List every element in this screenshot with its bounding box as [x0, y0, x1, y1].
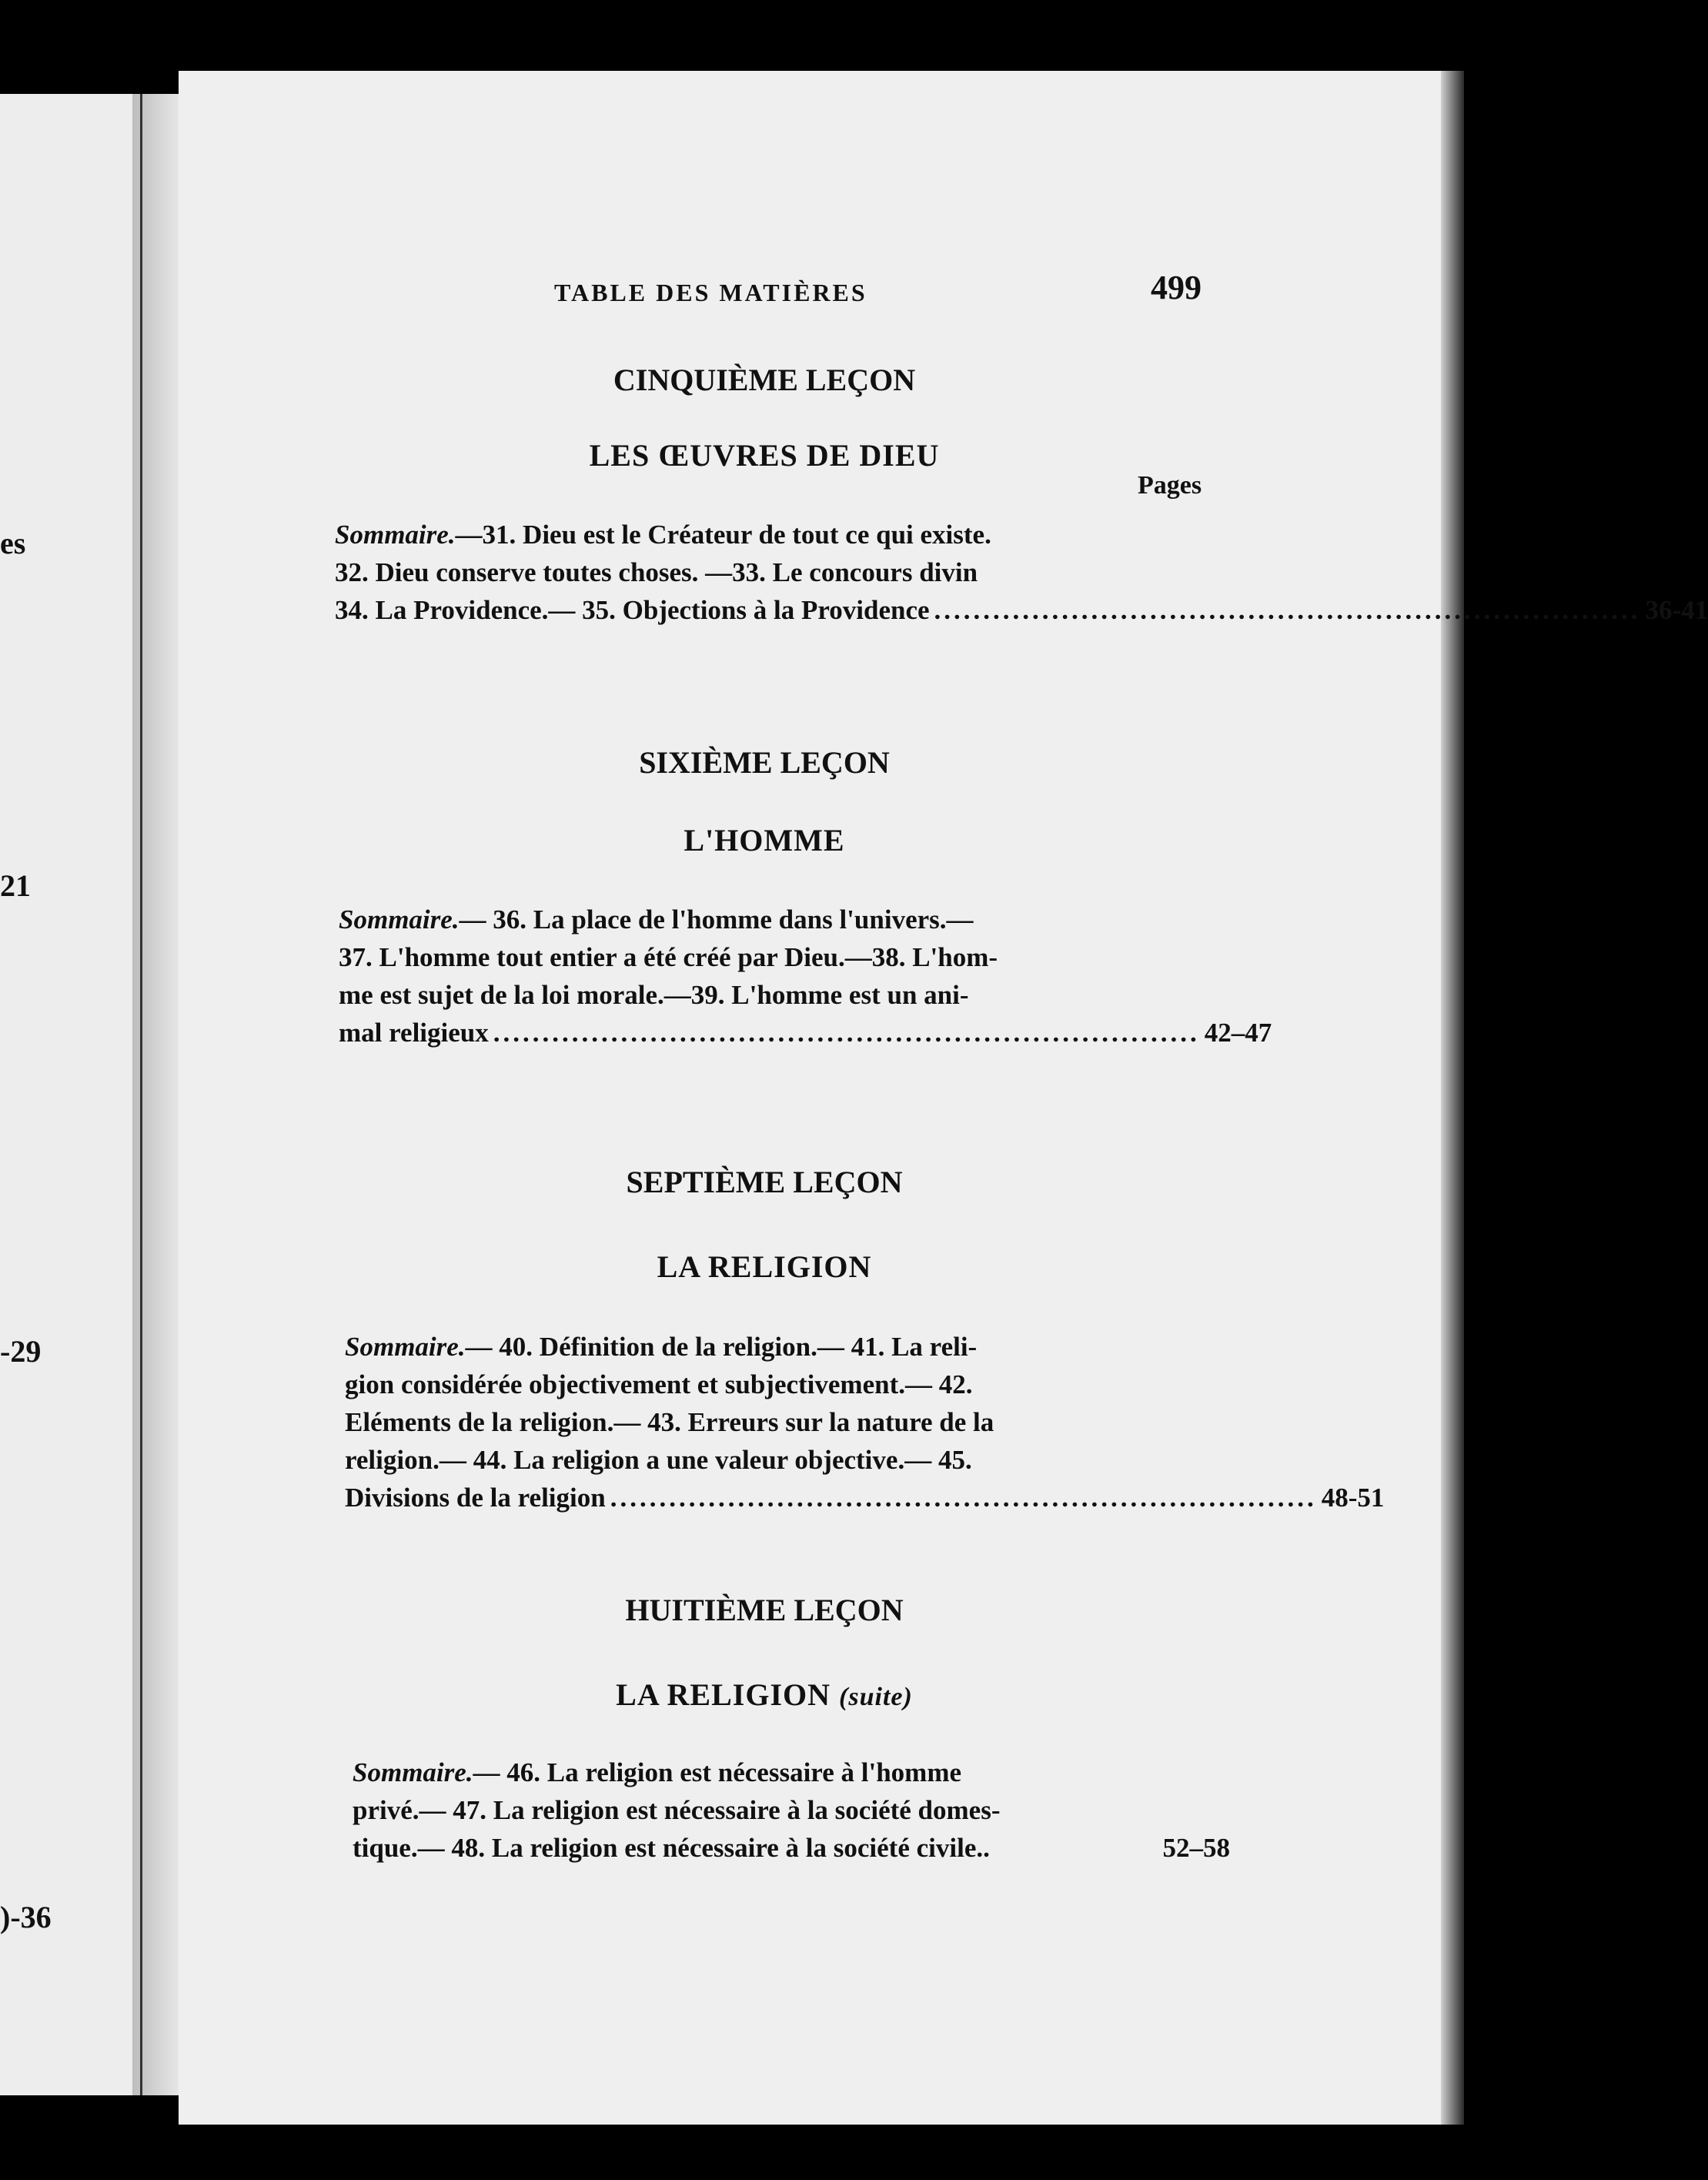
left-fragment: 21 [0, 868, 31, 903]
lecon-heading: HUITIÈME LEÇON [625, 1593, 904, 1627]
page-range: 48-51 [1321, 1483, 1385, 1513]
sommaire-label: Sommaire. [339, 904, 460, 935]
sommaire-label: Sommaire. [353, 1757, 473, 1787]
sommaire-label: Sommaire. [335, 520, 456, 550]
lecon-title [0, 1677, 1529, 1713]
lecon-title: LES ŒUVRES DE DIEU [589, 438, 940, 473]
sommaire-entry [335, 516, 1708, 629]
running-head: TABLE DES MATIÈRES [554, 279, 867, 306]
leader-dots [993, 1829, 1160, 1867]
entry-line: — 46. La religion est nécessaire à l'homme [473, 1757, 962, 1787]
entry-line: Eléments de la religion.— 43. Erreurs sur la nature de la [345, 1407, 994, 1437]
lecon-title: LA RELIGION [657, 1249, 872, 1284]
entry-line: 37. L'homme tout entier a été créé par Dieu.—38. L'hom- [339, 942, 998, 972]
left-fragment: es [0, 526, 26, 560]
entry-line: — 36. La place de l'homme dans l'univers.— [459, 904, 974, 935]
sommaire-entry [339, 901, 1272, 1052]
lecon-title-suffix: (suite) [839, 1683, 913, 1711]
lecon-heading: CINQUIÈME LEÇON [613, 363, 916, 397]
entry-line: privé.— 47. La religion est nécessaire à la société domes- [353, 1795, 1001, 1825]
entry-line: religion.— 44. La religion a une valeur objective.— 45. [345, 1445, 972, 1475]
entry-line: gion considérée objectivement et subjectivement.— 42. [345, 1369, 973, 1399]
leader-dots: ........................................................................ [610, 1483, 1317, 1513]
lecon-heading: SIXIÈME LEÇON [639, 745, 890, 780]
entry-line: —31. Dieu est le Créateur de tout ce qui existe. [455, 520, 991, 550]
sommaire-entry [353, 1754, 1230, 1867]
entry-line: Divisions de la religion [345, 1483, 606, 1513]
lecon-title-text: LA RELIGION [616, 1677, 831, 1712]
page-number: 499 [1151, 269, 1202, 306]
entry-line: 32. Dieu conserve toutes choses. —33. Le concours divin [335, 557, 978, 587]
page-range: 42–47 [1204, 1018, 1272, 1048]
entry-line: me est sujet de la loi morale.—39. L'homme est un ani- [339, 980, 969, 1010]
pages-column-label: Pages [1138, 471, 1202, 500]
lecon-heading: SEPTIÈME LEÇON [626, 1165, 903, 1199]
entry-line: mal religieux [339, 1018, 489, 1048]
sommaire-entry [345, 1328, 1385, 1516]
page-range: 36-41 [1645, 595, 1708, 625]
leader-dots: ........................................................................ [934, 595, 1641, 625]
entry-line: tique.— 48. La religion est nécessaire à la société civile.. [353, 1833, 990, 1863]
entry-line: 34. La Providence.— 35. Objections à la Providence [335, 595, 930, 625]
page-range: 52–58 [1162, 1833, 1230, 1863]
left-fragment: )-36 [0, 1900, 52, 1934]
left-fragment: -29 [0, 1334, 42, 1369]
entry-line: — 40. Définition de la religion.— 41. La reli- [465, 1332, 978, 1362]
lecon-title: L'HOMME [684, 823, 845, 858]
leader-dots: ........................................................................ [493, 1018, 1200, 1048]
sommaire-label: Sommaire. [345, 1332, 466, 1362]
